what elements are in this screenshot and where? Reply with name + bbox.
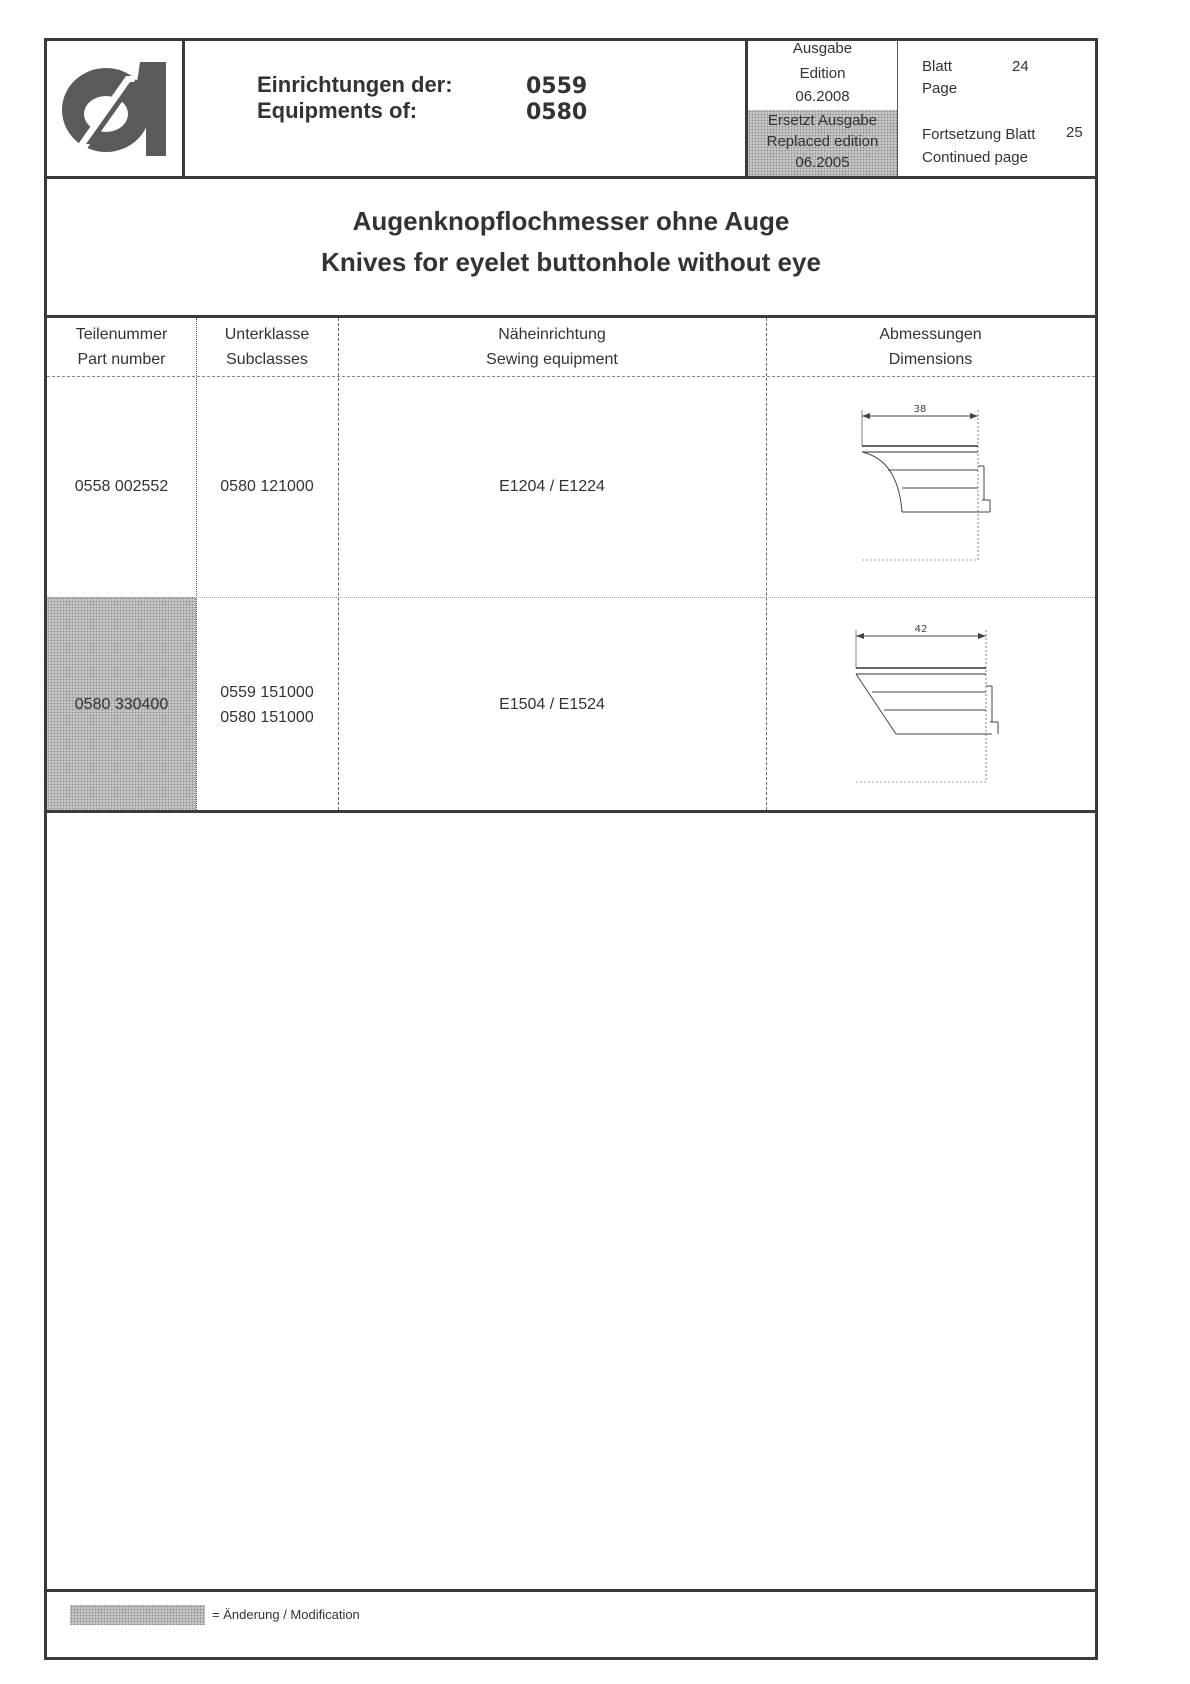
header-label-de: Einrichtungen der:	[257, 72, 453, 97]
sheet-label-de: Blatt	[922, 58, 953, 75]
header-class-2: 0580	[526, 100, 588, 125]
row-2-part-number: 0580 330400	[74, 696, 169, 713]
legend-swatch	[70, 1605, 205, 1625]
sheet-number: 24	[1012, 58, 1029, 75]
table-bottom-border	[44, 810, 1098, 813]
continued-label-en: Continued page	[922, 149, 1028, 166]
header-class-1: 0559	[526, 74, 588, 99]
legend-text: = Änderung / Modification	[212, 1607, 360, 1622]
continued-label-de: Fortsetzung Blatt	[922, 126, 1036, 143]
row-1-sewing-equipment: E1204 / E1224	[499, 478, 605, 495]
col-header-subclasses-de: Unterklasse	[224, 326, 310, 343]
edition-label-de: Ausgabe	[792, 40, 853, 57]
dimension-label-38: 38	[913, 404, 927, 415]
col-header-sewing-equipment-de: Näheinrichtung	[498, 326, 606, 343]
col-divider-2	[338, 318, 339, 810]
col-header-sewing-equipment-en: Sewing equipment	[486, 351, 618, 368]
company-logo	[56, 54, 178, 164]
col-header-part-number	[47, 322, 196, 372]
col-header-dimensions-en: Dimensions	[888, 351, 973, 368]
knife-drawing-38	[850, 400, 1010, 570]
dimension-label-42: 42	[914, 624, 928, 635]
col-header-subclasses	[196, 322, 338, 372]
replaced-label-en: Replaced edition	[766, 133, 879, 150]
continued-number: 25	[1066, 124, 1083, 141]
knife-drawing-42	[844, 620, 1014, 790]
logo-icon	[56, 54, 178, 164]
row-2-subclass-2: 0580 151000	[220, 709, 314, 726]
col-header-part-number-en: Part number	[77, 351, 166, 368]
page-title-de: Augenknopflochmesser ohne Auge	[352, 206, 790, 236]
row-divider-1	[47, 597, 1095, 598]
col-header-dimensions-de: Abmessungen	[879, 326, 982, 343]
col-header-sewing-equipment	[338, 322, 766, 372]
edition-label-en: Edition	[799, 65, 846, 82]
replaced-edition-box	[748, 110, 897, 177]
row-1-part-number: 0558 002552	[74, 478, 169, 495]
col-header-subclasses-en: Subclasses	[226, 351, 308, 368]
col-divider-3	[766, 318, 767, 810]
row-2-sewing-equipment: E1504 / E1524	[499, 696, 605, 713]
header-divider-logo	[182, 40, 185, 177]
header-row-divider	[47, 376, 1095, 377]
sheet-label-en: Page	[922, 80, 958, 97]
col-header-part-number-de: Teilenummer	[75, 326, 168, 343]
legend-top-border	[44, 1589, 1098, 1592]
header-label-en: Equipments of:	[257, 98, 418, 123]
replaced-date: 06.2005	[795, 154, 850, 171]
row-1-subclass: 0580 121000	[220, 478, 314, 495]
page-title-en: Knives for eyelet buttonhole without eye	[321, 247, 821, 277]
row-2-knife-drawing	[844, 620, 1014, 790]
header-divider-sheet	[897, 40, 898, 177]
replaced-label-de: Ersetzt Ausgabe	[767, 112, 878, 129]
col-header-dimensions	[766, 322, 1095, 372]
row-2-subclass-1: 0559 151000	[220, 684, 314, 701]
row-1-knife-drawing	[850, 400, 1010, 570]
col-divider-1	[196, 318, 197, 810]
edition-date: 06.2008	[795, 88, 850, 105]
